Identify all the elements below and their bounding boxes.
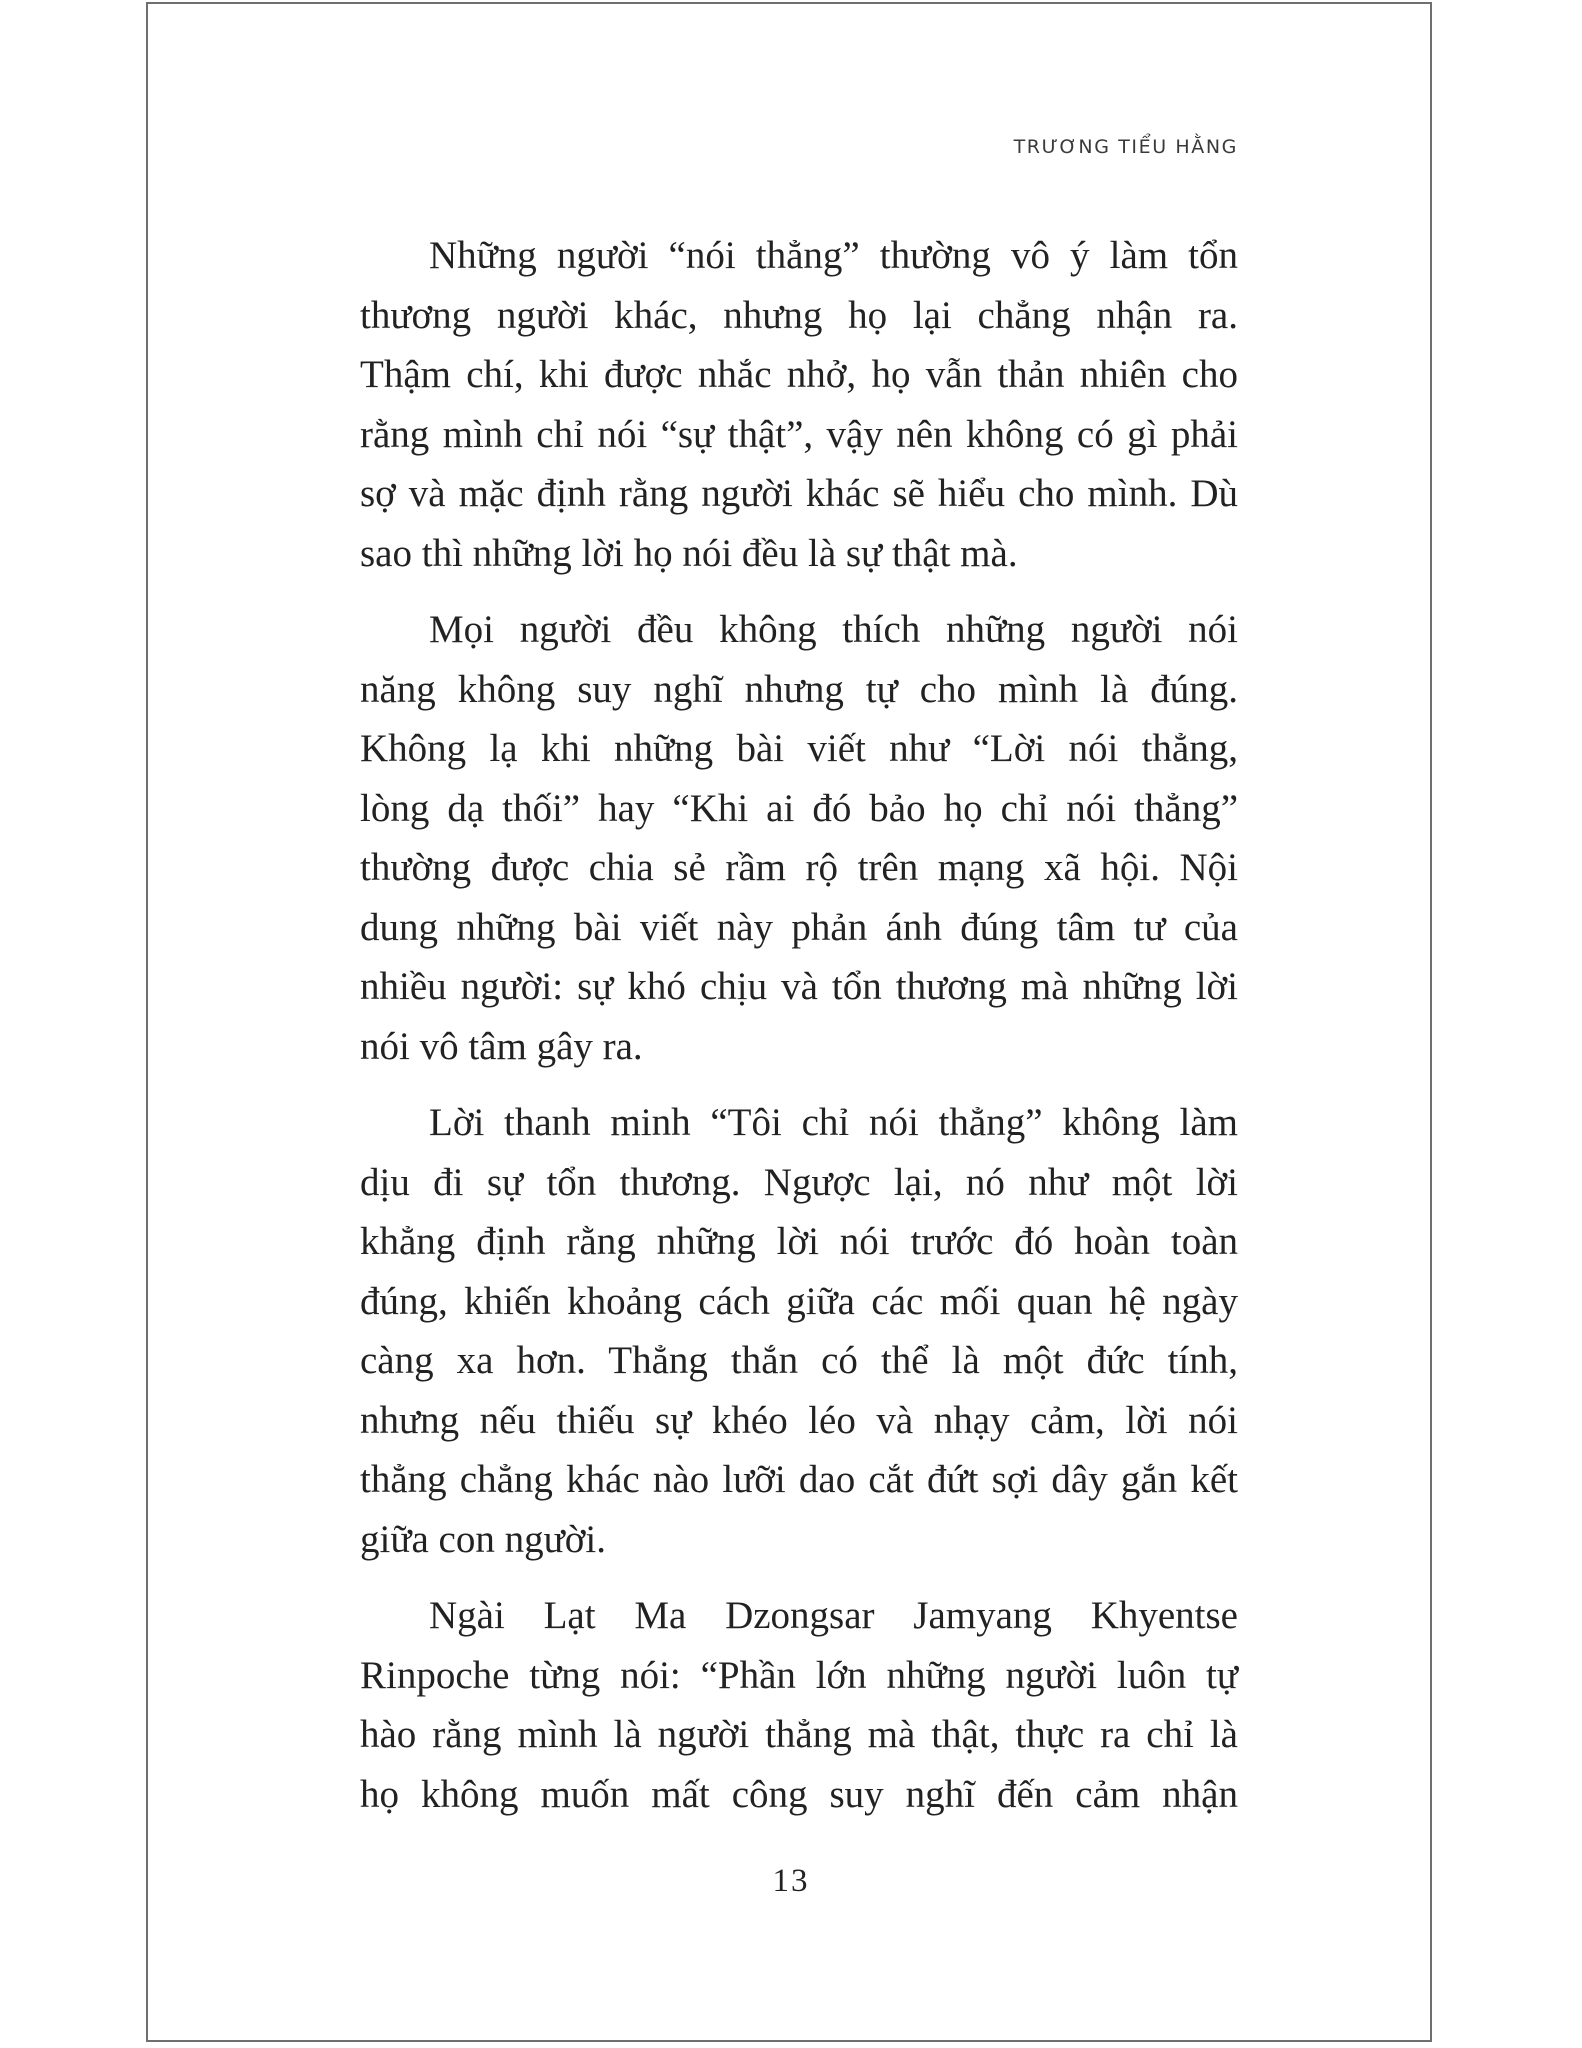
text-line: thương người khác, nhưng họ lại chẳng nhận ra. <box>360 293 1238 337</box>
text-line: Thậm chí, khi được nhắc nhở, họ vẫn thản nhiên cho <box>360 353 1238 396</box>
text-line: Những người “nói thẳng” thường vô ý làm tổn <box>429 234 1238 277</box>
text-line: Mọi người đều không thích những người nói <box>429 608 1238 651</box>
body-text <box>360 226 1238 1824</box>
text-line: sao thì những lời họ nói đều là sự thật mà. <box>360 531 1018 575</box>
page-number: 13 <box>772 1863 810 1899</box>
text-line: nói vô tâm gây ra. <box>360 1024 643 1068</box>
text-line: thẳng chẳng khác nào lưỡi dao cắt đứt sợi dây gắn kết <box>360 1458 1238 1501</box>
text-line: nhưng nếu thiếu sự khéo léo và nhạy cảm, lời nói <box>360 1398 1238 1442</box>
paragraph-2 <box>360 600 1238 1076</box>
text-line: hào rằng mình là người thẳng mà thật, thực ra chỉ là <box>360 1713 1238 1756</box>
text-line: dung những bài viết này phản ánh đúng tâm tư của <box>360 905 1238 949</box>
text-line: rằng mình chỉ nói “sự thật”, vậy nên không có gì phải <box>360 412 1238 456</box>
paragraph-4 <box>360 1586 1238 1824</box>
text-line: giữa con người. <box>360 1517 606 1561</box>
text-line: Không lạ khi những bài viết như “Lời nói thẳng, <box>360 727 1238 770</box>
paragraph-3 <box>360 1093 1238 1569</box>
text-line: lòng dạ thối” hay “Khi ai đó bảo họ chỉ nói thẳng” <box>360 786 1238 830</box>
text-line: họ không muốn mất công suy nghĩ đến cảm nhận <box>360 1772 1238 1816</box>
text-line: dịu đi sự tổn thương. Ngược lại, nó như một lời <box>360 1160 1238 1204</box>
text-line: thường được chia sẻ rầm rộ trên mạng xã hội. Nội <box>360 846 1238 889</box>
running-header: TRƯƠNG TIỂU HẰNG <box>1013 136 1238 158</box>
text-line: năng không suy nghĩ nhưng tự cho mình là đúng. <box>360 667 1238 711</box>
text-line: Lời thanh minh “Tôi chỉ nói thẳng” không làm <box>429 1101 1238 1144</box>
text-line: Rinpoche từng nói: “Phần lớn những người luôn tự <box>360 1653 1238 1697</box>
text-line: càng xa hơn. Thẳng thắn có thể là một đức tính, <box>360 1339 1238 1382</box>
text-line: Ngài Lạt Ma Dzongsar Jamyang Khyentse <box>429 1594 1238 1637</box>
text-line: sợ và mặc định rằng người khác sẽ hiểu cho mình. Dù <box>360 472 1238 515</box>
text-line: đúng, khiến khoảng cách giữa các mối quan hệ ngày <box>360 1279 1238 1323</box>
text-line: khẳng định rằng những lời nói trước đó hoàn toàn <box>360 1220 1238 1263</box>
paragraph-1 <box>360 226 1238 583</box>
text-line: nhiều người: sự khó chịu và tổn thương mà những lời <box>360 965 1238 1008</box>
